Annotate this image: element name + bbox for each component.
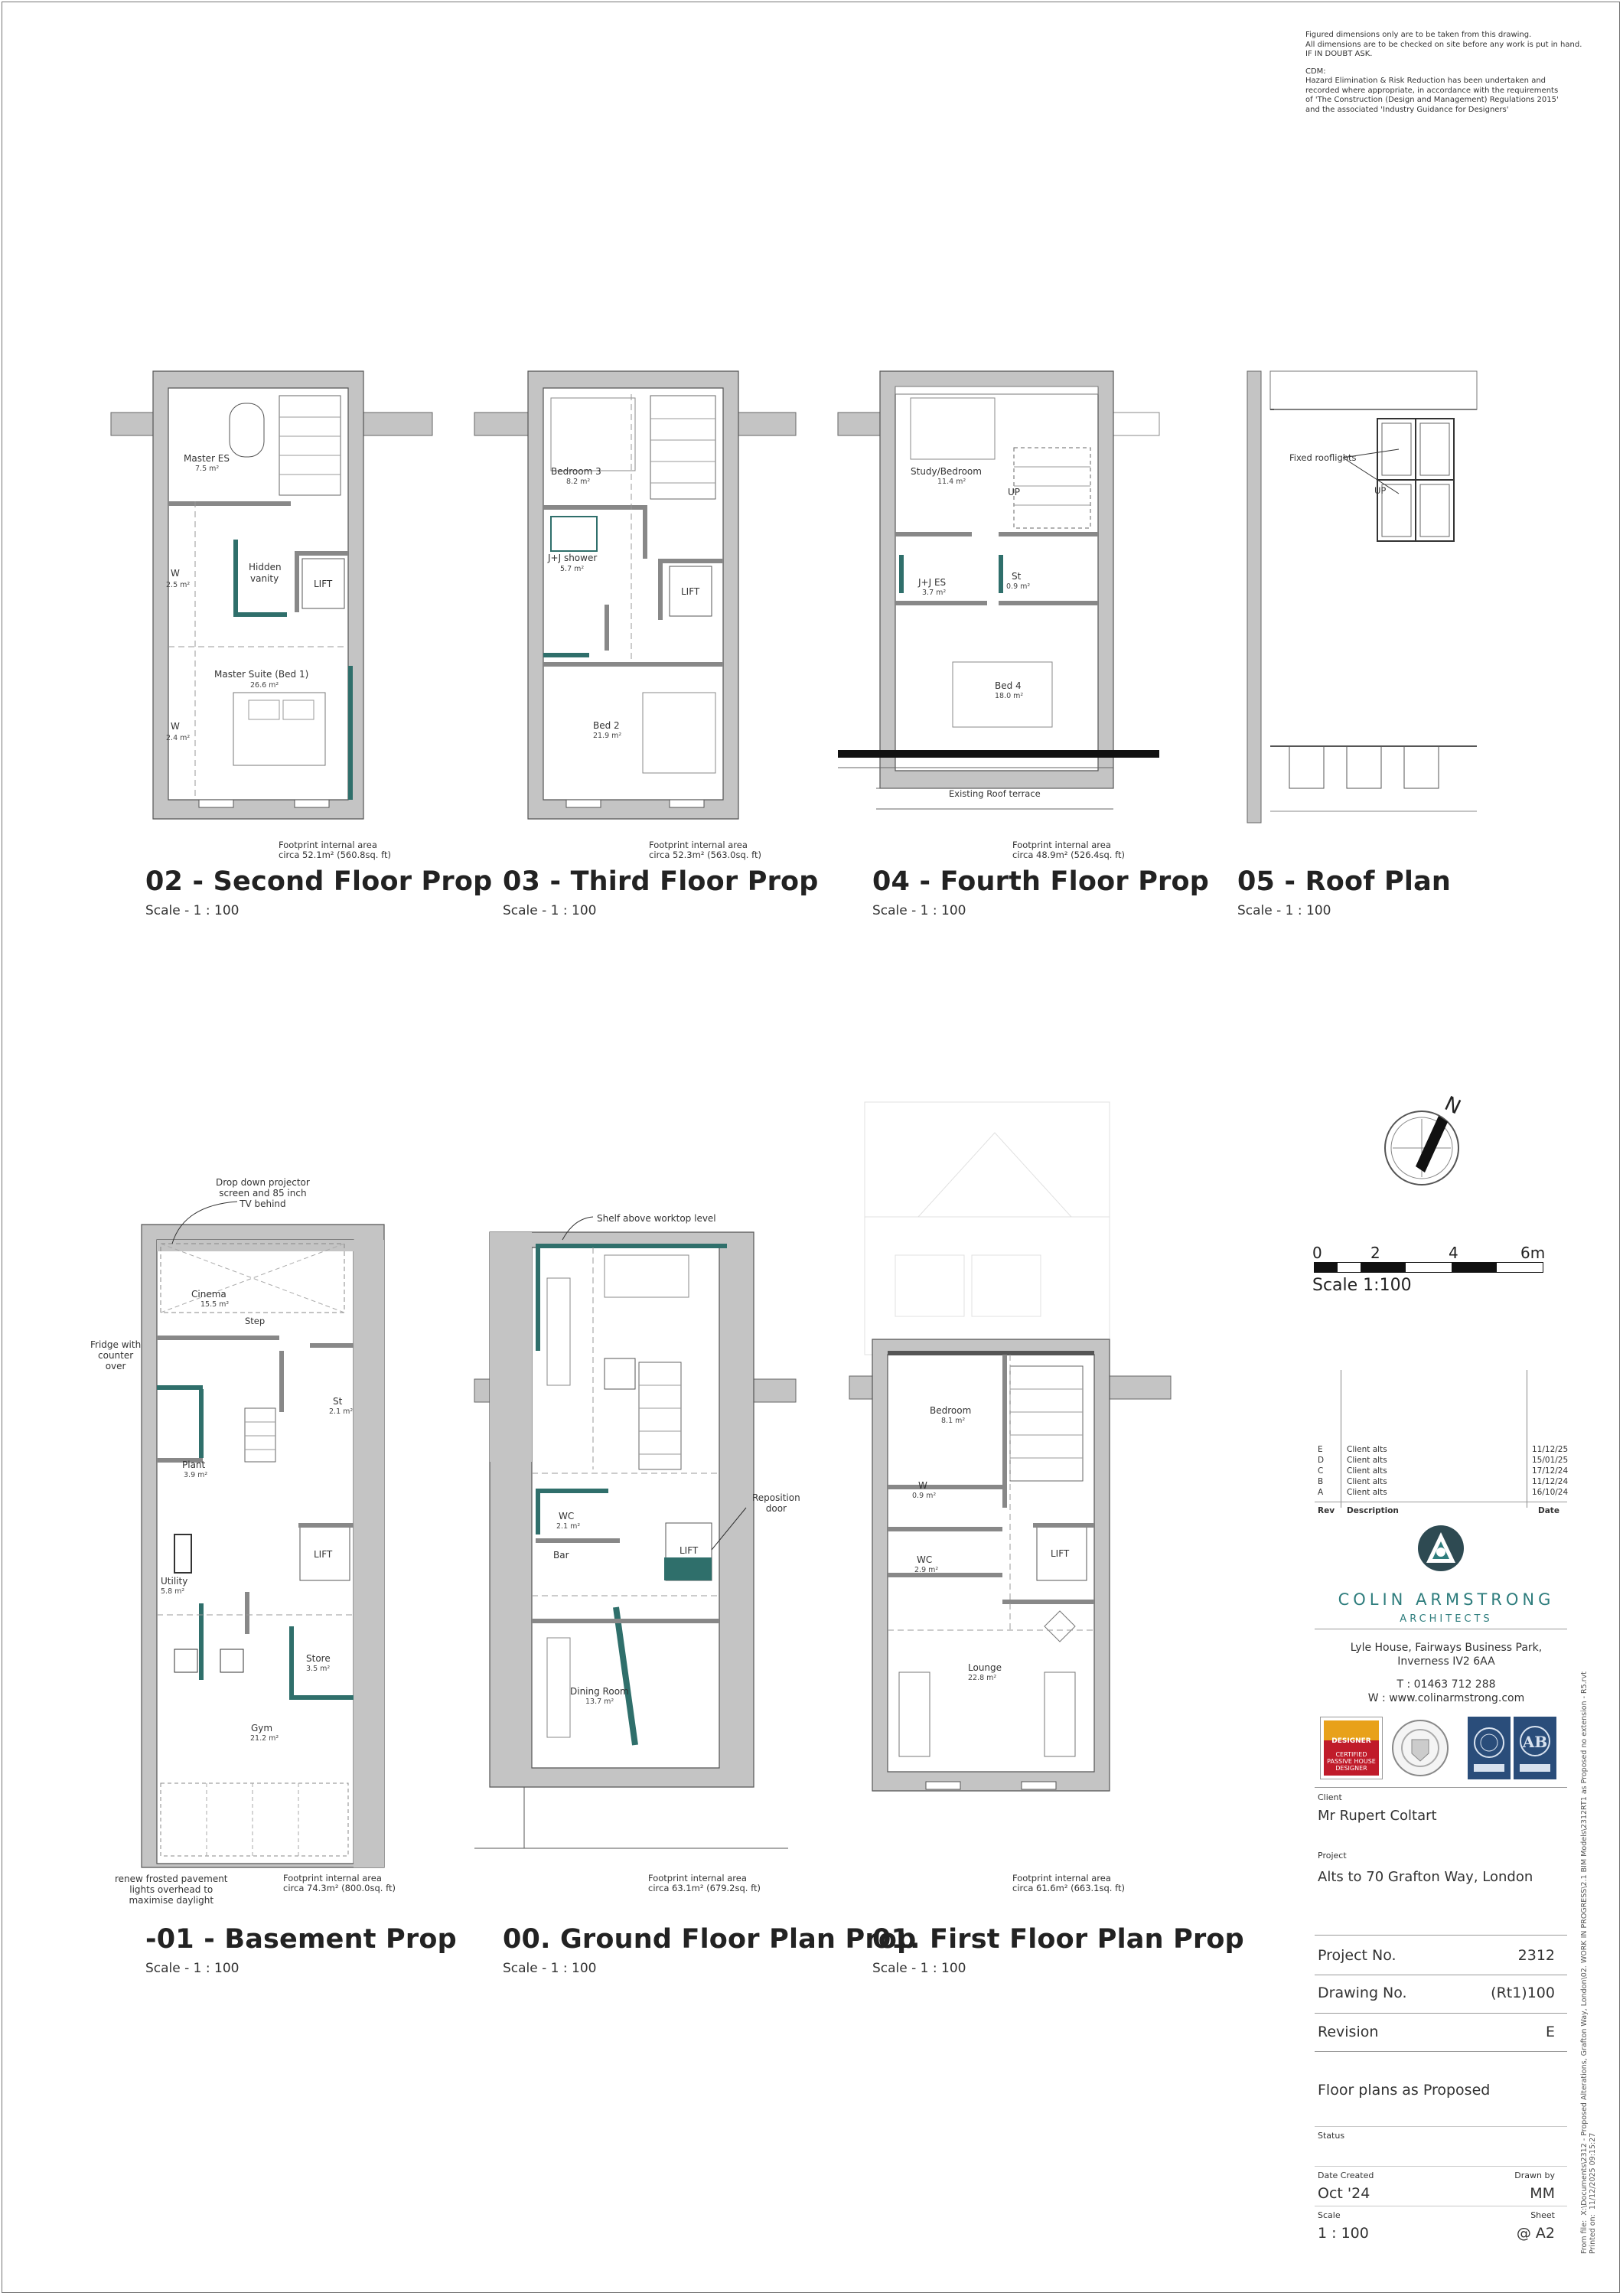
revision-header: Rev Description Date	[1318, 1506, 1559, 1515]
crest-badge	[1389, 1717, 1452, 1779]
second-floor-plan	[111, 371, 432, 823]
room-jj-shower-label: J+J shower	[548, 553, 598, 563]
general-notes	[1305, 31, 1612, 115]
room-lounge-label: Lounge	[968, 1662, 1002, 1673]
third-floor-plan	[474, 371, 796, 823]
arb-seal-icon	[1514, 1717, 1556, 1779]
room-store-area: 3.5 m²	[306, 1665, 331, 1673]
second-floor-drawing	[111, 371, 432, 823]
room-lounge-area: 22.8 m²	[968, 1674, 997, 1682]
room-cinema-area: 15.5 m²	[200, 1300, 230, 1309]
room-w2-area: 2.4 m²	[166, 734, 191, 742]
project-value: Alts to 70 Grafton Way, London	[1318, 1869, 1533, 1885]
north-label: N	[1441, 1092, 1465, 1120]
reposition-note: Reposition door	[752, 1492, 800, 1514]
status-label: Status	[1318, 2131, 1345, 2141]
note-line: of 'The Construction (Design and Management) Regulations 2015'	[1305, 96, 1559, 104]
scale-value: 1 : 100	[1318, 2225, 1369, 2242]
revision-row: E Client alts 11/12/25	[1318, 1445, 1569, 1454]
phi-badge: DESIGNER CERTIFIED PASSIVE HOUSE DESIGNER	[1320, 1717, 1383, 1779]
date-created-label: Date Created	[1318, 2170, 1374, 2180]
address-line-2: Inverness IV2 6AA	[1397, 1655, 1495, 1668]
ground-floor-drawing	[474, 1209, 811, 1883]
svg-text:AB: AB	[1522, 1733, 1548, 1751]
plan-title: -01 - Basement Prop	[145, 1924, 457, 1955]
terrace-label: Existing Roof terrace	[949, 788, 1041, 799]
scale-tick: 6m	[1520, 1244, 1546, 1262]
room-bedroom3-area: 8.2 m²	[566, 478, 591, 486]
plan-title: 00. Ground Floor Plan Prop	[503, 1924, 917, 1955]
website-link[interactable]: W : www.colinarmstrong.com	[1367, 1692, 1525, 1704]
note-line: and the associated 'Industry Guidance for Designers'	[1305, 105, 1509, 114]
scale-tick: 0	[1312, 1244, 1322, 1262]
revision-row: D Client alts 15/01/25	[1318, 1456, 1569, 1465]
address-line-1: Lyle House, Fairways Business Park,	[1350, 1642, 1543, 1654]
note-line: Figured dimensions only are to be taken from this drawing.	[1305, 31, 1532, 39]
client-label: Client	[1318, 1792, 1342, 1802]
drawing-title: Floor plans as Proposed	[1318, 2082, 1491, 2099]
room-lift-label: LIFT	[314, 579, 333, 589]
room-utility-label: Utility	[161, 1576, 188, 1587]
room-bed4-label: Bed 4	[995, 680, 1022, 691]
room-jj-es-label: J+J ES	[918, 577, 947, 588]
plan-scale: Scale - 1 : 100	[145, 1961, 240, 1976]
room-gym-area: 21.2 m²	[250, 1734, 279, 1743]
room-master-es-label: Master ES	[184, 453, 230, 464]
drawn-by-value: MM	[1530, 2185, 1555, 2202]
revision-value: E	[1545, 2024, 1555, 2040]
note-line: Hazard Elimination & Risk Reduction has been undertaken and	[1305, 77, 1546, 85]
scale-tick: 2	[1370, 1244, 1380, 1262]
roof-plan	[1201, 371, 1492, 823]
drawn-by-label: Drawn by	[1514, 2170, 1555, 2180]
room-study-label: Study/Bedroom	[911, 466, 982, 477]
fourth-floor-drawing	[838, 371, 1159, 823]
plan-title: 01. First Floor Plan Prop	[872, 1924, 1244, 1955]
room-w1-label: W	[171, 568, 180, 579]
room-up-label: UP	[1008, 487, 1021, 497]
room-master-es-area: 7.5 m²	[195, 465, 220, 473]
revision-row: A Client alts 16/10/24	[1318, 1488, 1569, 1497]
plan-title: 03 - Third Floor Prop	[503, 866, 819, 897]
plan-title: 04 - Fourth Floor Prop	[872, 866, 1210, 897]
client-value: Mr Rupert Coltart	[1318, 1808, 1437, 1824]
room-st-label: St	[1012, 571, 1022, 582]
sheet-value: @ A2	[1516, 2225, 1555, 2242]
room-bed4-area: 18.0 m²	[995, 692, 1024, 700]
room-bedroom3-label: Bedroom 3	[551, 466, 601, 477]
room-st-area: 0.9 m²	[1006, 582, 1031, 591]
room-gym-label: Gym	[251, 1723, 273, 1733]
room-dining-label: Dining Room	[570, 1686, 629, 1697]
plan-scale: Scale - 1 : 100	[1237, 903, 1331, 918]
roof-up-label: UP	[1374, 485, 1387, 496]
room-vanity-label: vanity	[250, 573, 279, 584]
project-label: Project	[1318, 1851, 1347, 1861]
room-jj-shower-area: 5.7 m²	[560, 565, 585, 573]
room-st-area: 2.1 m²	[329, 1407, 354, 1416]
fridge-note: Fridge with counter over	[90, 1339, 142, 1371]
practice-name: COLIN ARMSTRONG	[1338, 1590, 1555, 1609]
drawing-no-label: Drawing No.	[1318, 1985, 1407, 2001]
third-floor-drawing	[474, 371, 796, 823]
plan-scale: Scale - 1 : 100	[145, 903, 240, 918]
basement-footprint: Footprint internal area circa 74.3m² (800.0sq. ft)	[283, 1873, 396, 1893]
pavement-note: renew frosted pavement lights overhead to maximise daylight	[115, 1874, 228, 1906]
drawing-no-value: (Rt1)100	[1491, 1985, 1555, 2001]
room-utility-area: 5.8 m²	[161, 1587, 185, 1596]
plan-scale: Scale - 1 : 100	[503, 903, 597, 918]
basement-drawing	[84, 1175, 406, 1910]
scale-bar	[1312, 1244, 1557, 1295]
plan-title: 05 - Roof Plan	[1237, 866, 1452, 897]
room-master-suite-label: Master Suite (Bed 1)	[214, 669, 309, 680]
plan-title: 02 - Second Floor Prop	[145, 866, 493, 897]
room-wc-area: 2.9 m²	[914, 1566, 939, 1574]
first-floor-plan	[849, 1102, 1171, 1799]
room-hidden-label: Hidden	[249, 562, 282, 572]
rias-seal-icon	[1468, 1717, 1511, 1779]
scale-label: Scale	[1318, 2210, 1341, 2220]
room-lift-label: LIFT	[1051, 1548, 1070, 1559]
room-bar-label: Bar	[553, 1550, 569, 1561]
room-lift-label: LIFT	[681, 586, 700, 597]
practice-sub: ARCHITECTS	[1400, 1613, 1493, 1625]
rias-badge	[1468, 1717, 1511, 1779]
sheet-label: Sheet	[1530, 2210, 1555, 2220]
first-floor-drawing	[849, 1102, 1171, 1799]
room-plant-label: Plant	[182, 1459, 206, 1470]
note-line: CDM:	[1305, 67, 1326, 76]
fourth-footprint: Footprint internal area circa 48.9m² (526.4sq. ft)	[1012, 840, 1125, 860]
ground-footprint: Footprint internal area circa 63.1m² (679.2sq. ft)	[648, 1873, 761, 1893]
ca-logo-icon	[1416, 1523, 1466, 1574]
room-w-area: 0.9 m²	[912, 1492, 937, 1500]
room-w2-label: W	[171, 721, 180, 732]
revision-row: B Client alts 11/12/24	[1318, 1477, 1569, 1486]
room-wc-area: 2.1 m²	[556, 1522, 581, 1531]
project-no-value: 2312	[1517, 1947, 1555, 1964]
room-wc-label: WC	[559, 1511, 575, 1521]
basement-plan	[84, 1175, 406, 1910]
plan-scale: Scale - 1 : 100	[872, 903, 966, 918]
room-bed2-area: 21.9 m²	[593, 732, 622, 740]
room-bed2-label: Bed 2	[593, 720, 620, 731]
second-footprint: Footprint internal area circa 52.1m² (560.8sq. ft)	[279, 840, 391, 860]
shelf-note: Shelf above worktop level	[597, 1213, 716, 1224]
rooflights-label: Fixed rooflights	[1289, 452, 1357, 463]
room-st-label: St	[333, 1396, 343, 1407]
project-no-label: Project No.	[1318, 1947, 1396, 1964]
room-bedroom-area: 8.1 m²	[941, 1417, 966, 1425]
note-line: All dimensions are to be checked on site before any work is put in hand.	[1305, 40, 1582, 49]
projector-note: Drop down projector screen and 85 inch TV behind	[216, 1177, 310, 1209]
practice-logo	[1416, 1523, 1466, 1577]
plan-scale: Scale - 1 : 100	[872, 1961, 966, 1976]
note-line: IF IN DOUBT ASK.	[1305, 50, 1373, 58]
scale-bar-label: Scale 1:100	[1312, 1276, 1412, 1295]
room-lift-label: LIFT	[680, 1545, 699, 1556]
room-cinema-label: Cinema	[191, 1289, 227, 1300]
revision-label: Revision	[1318, 2024, 1379, 2040]
room-wc-label: WC	[917, 1554, 933, 1565]
room-w1-area: 2.5 m²	[166, 581, 191, 589]
third-footprint: Footprint internal area circa 52.3m² (563.0sq. ft)	[649, 840, 761, 860]
scale-tick: 4	[1449, 1244, 1458, 1262]
room-study-area: 11.4 m²	[937, 478, 966, 486]
room-lift-label: LIFT	[314, 1549, 333, 1560]
plan-scale: Scale - 1 : 100	[503, 1961, 597, 1976]
room-dining-area: 13.7 m²	[585, 1698, 614, 1706]
roof-drawing	[1201, 371, 1492, 823]
date-created-value: Oct '24	[1318, 2185, 1370, 2202]
revision-row: C Client alts 17/12/24	[1318, 1466, 1569, 1476]
north-arrow	[1377, 1087, 1469, 1189]
crest-icon	[1389, 1717, 1452, 1779]
room-bedroom-label: Bedroom	[930, 1405, 972, 1416]
room-store-label: Store	[306, 1653, 331, 1664]
room-plant-area: 3.9 m²	[184, 1471, 208, 1479]
room-jj-es-area: 3.7 m²	[922, 589, 947, 597]
note-line: recorded where appropriate, in accordance with the requirements	[1305, 86, 1559, 95]
first-footprint: Footprint internal area circa 61.6m² (663.1sq. ft)	[1012, 1873, 1125, 1893]
room-master-suite-area: 26.6 m²	[250, 681, 279, 690]
phone: T : 01463 712 288	[1396, 1678, 1496, 1691]
room-w-label: W	[918, 1480, 927, 1491]
fourth-floor-plan	[838, 371, 1159, 823]
step-label: Step	[245, 1316, 266, 1326]
arb-badge	[1514, 1717, 1556, 1779]
north-arrow-icon	[1377, 1087, 1469, 1186]
ground-floor-plan	[474, 1209, 811, 1883]
